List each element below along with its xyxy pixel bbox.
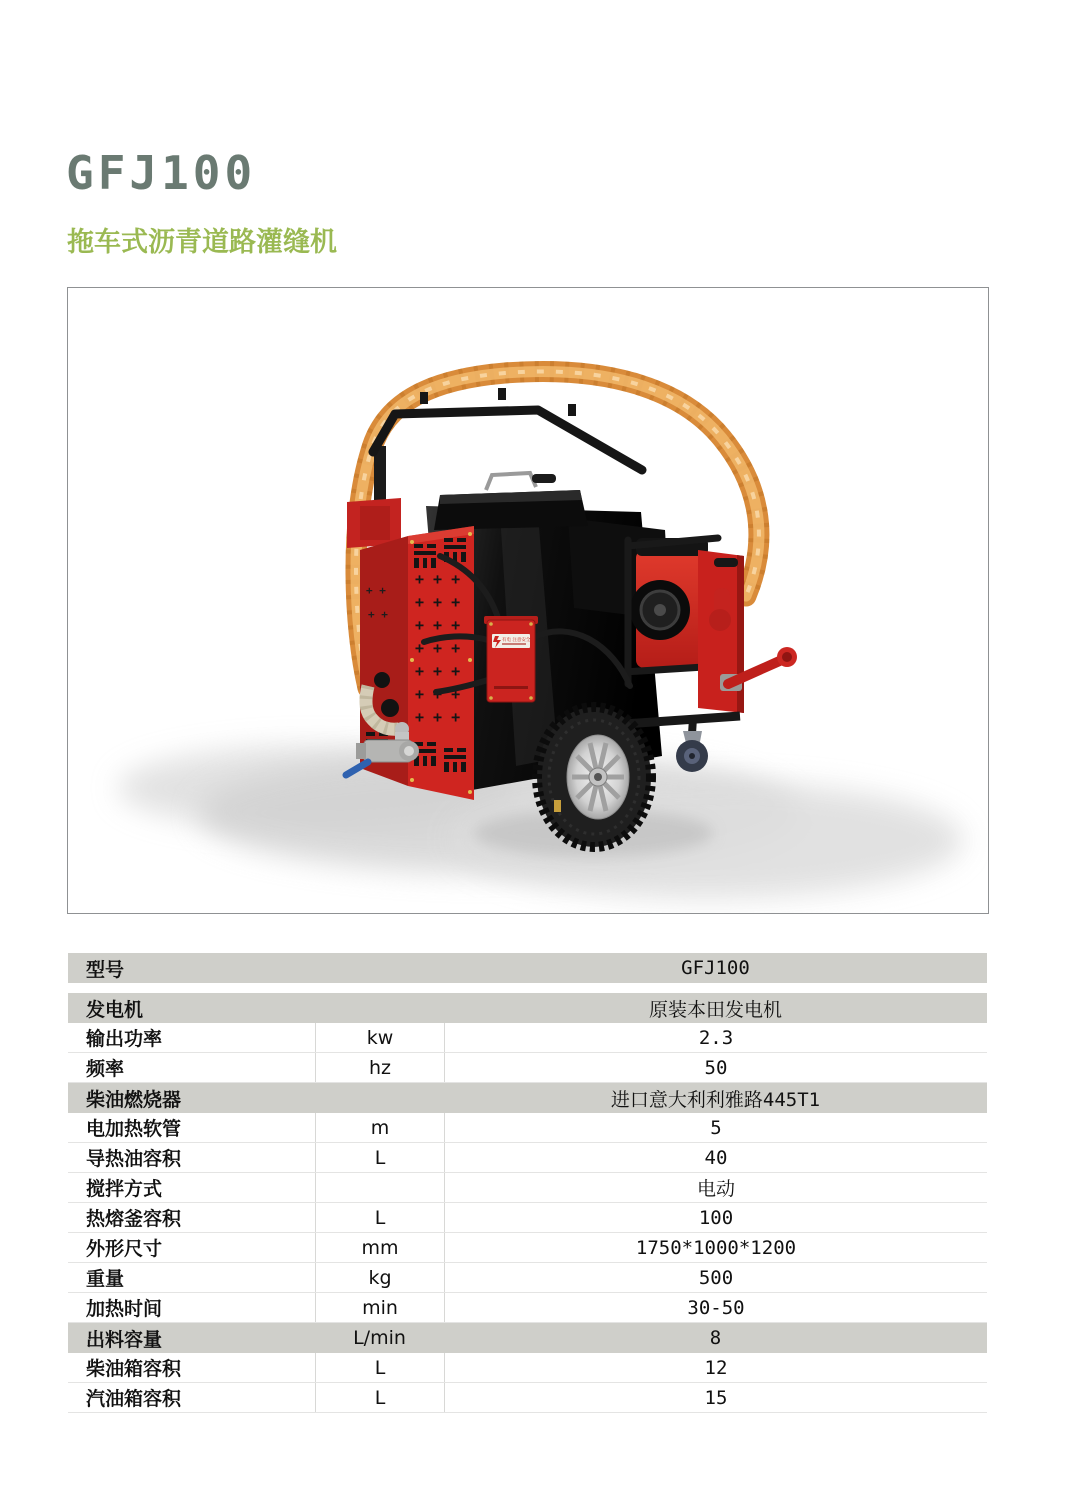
spec-unit: kw — [315, 1023, 444, 1052]
svg-text:+ + +: + + + — [415, 639, 461, 657]
spec-unit: L — [315, 1143, 444, 1172]
spec-value: 进口意大利利雅路445T1 — [610, 1088, 821, 1111]
spec-row — [68, 1053, 987, 1083]
warning-text: 有电 注意安全 — [502, 638, 531, 643]
spec-unit: kg — [315, 1263, 444, 1292]
spec-label: 搅拌方式 — [86, 1178, 163, 1200]
spec-unit — [315, 993, 444, 1023]
spec-row — [68, 1113, 987, 1143]
spec-row — [68, 1203, 987, 1233]
spec-unit: L — [315, 1353, 444, 1382]
table-gap — [68, 983, 987, 993]
spec-value: 15 — [444, 1383, 987, 1412]
machine-illustration — [68, 288, 988, 913]
spec-value: 5 — [444, 1113, 987, 1142]
spec-row — [68, 1263, 987, 1293]
spec-value: 2.3 — [444, 1023, 987, 1052]
spec-unit: mm — [315, 1233, 444, 1262]
spec-row — [68, 953, 987, 983]
svg-text:+ + +: + + + — [415, 593, 461, 611]
spec-label: 频率 — [86, 1058, 125, 1080]
svg-text:+ + +: + + + — [415, 570, 461, 588]
spec-table — [68, 953, 987, 1413]
spec-label: 汽油箱容积 — [86, 1388, 182, 1410]
spec-value: 50 — [444, 1053, 987, 1082]
spec-label: 柴油燃烧器 — [86, 1088, 182, 1111]
svg-text:+ + +: + + + — [415, 685, 461, 703]
spec-label: 外形尺寸 — [86, 1238, 163, 1260]
spec-row — [68, 1293, 987, 1323]
spec-label: 柴油箱容积 — [86, 1358, 182, 1380]
spec-row — [68, 1233, 987, 1263]
spec-value: 500 — [444, 1263, 987, 1292]
page-title: GFJ100 — [66, 146, 257, 200]
spec-label: 发电机 — [86, 998, 144, 1021]
page-subtitle: 拖车式沥青道路灌缝机 — [67, 227, 337, 258]
spec-value: 电动 — [444, 1173, 987, 1202]
spec-row — [68, 1353, 987, 1383]
spec-row — [68, 1323, 987, 1353]
spec-label: 出料容量 — [86, 1328, 163, 1351]
spec-row — [68, 1173, 987, 1203]
spec-unit — [315, 1173, 444, 1202]
spec-unit: L — [315, 1203, 444, 1232]
spec-row — [68, 1023, 987, 1053]
spec-unit: L/min — [353, 1327, 406, 1349]
spec-value: 8 — [709, 1327, 722, 1349]
spec-value: GFJ100 — [681, 957, 750, 979]
spec-label: 导热油容积 — [86, 1148, 182, 1170]
spec-value: 30-50 — [444, 1293, 987, 1322]
spec-unit — [315, 953, 444, 983]
spec-value: 1750*1000*1200 — [444, 1233, 987, 1262]
spec-row — [68, 1383, 987, 1413]
spec-value: 40 — [444, 1143, 987, 1172]
spec-row — [68, 1083, 987, 1113]
spec-label: 重量 — [86, 1268, 125, 1290]
spec-value: 12 — [444, 1353, 987, 1382]
spec-value: 原装本田发电机 — [648, 998, 782, 1021]
main-wheel — [537, 707, 651, 847]
svg-text:+ +: + + — [366, 584, 386, 597]
spec-label: 热熔釜容积 — [86, 1208, 182, 1230]
spec-value: 100 — [444, 1203, 987, 1232]
product-photo — [67, 287, 989, 914]
spec-row — [68, 993, 987, 1023]
control-box — [484, 616, 538, 702]
svg-text:+ +: + + — [368, 608, 388, 621]
spec-label: 加热时间 — [86, 1298, 163, 1320]
tire-sticker — [554, 800, 561, 812]
spec-label: 电加热软管 — [86, 1118, 182, 1140]
svg-text:+ + +: + + + — [415, 616, 461, 634]
spec-label: 型号 — [86, 958, 125, 981]
spec-label: 输出功率 — [86, 1028, 163, 1050]
svg-text:+ + +: + + + — [415, 662, 461, 680]
spec-unit — [315, 1083, 444, 1113]
caster-wheel — [676, 731, 708, 772]
spec-unit: L — [315, 1383, 444, 1412]
spec-row — [68, 1143, 987, 1173]
spec-unit: min — [315, 1293, 444, 1322]
spec-unit: hz — [315, 1053, 444, 1082]
spec-unit: m — [315, 1113, 444, 1142]
svg-text:+ + +: + + + — [415, 708, 461, 726]
